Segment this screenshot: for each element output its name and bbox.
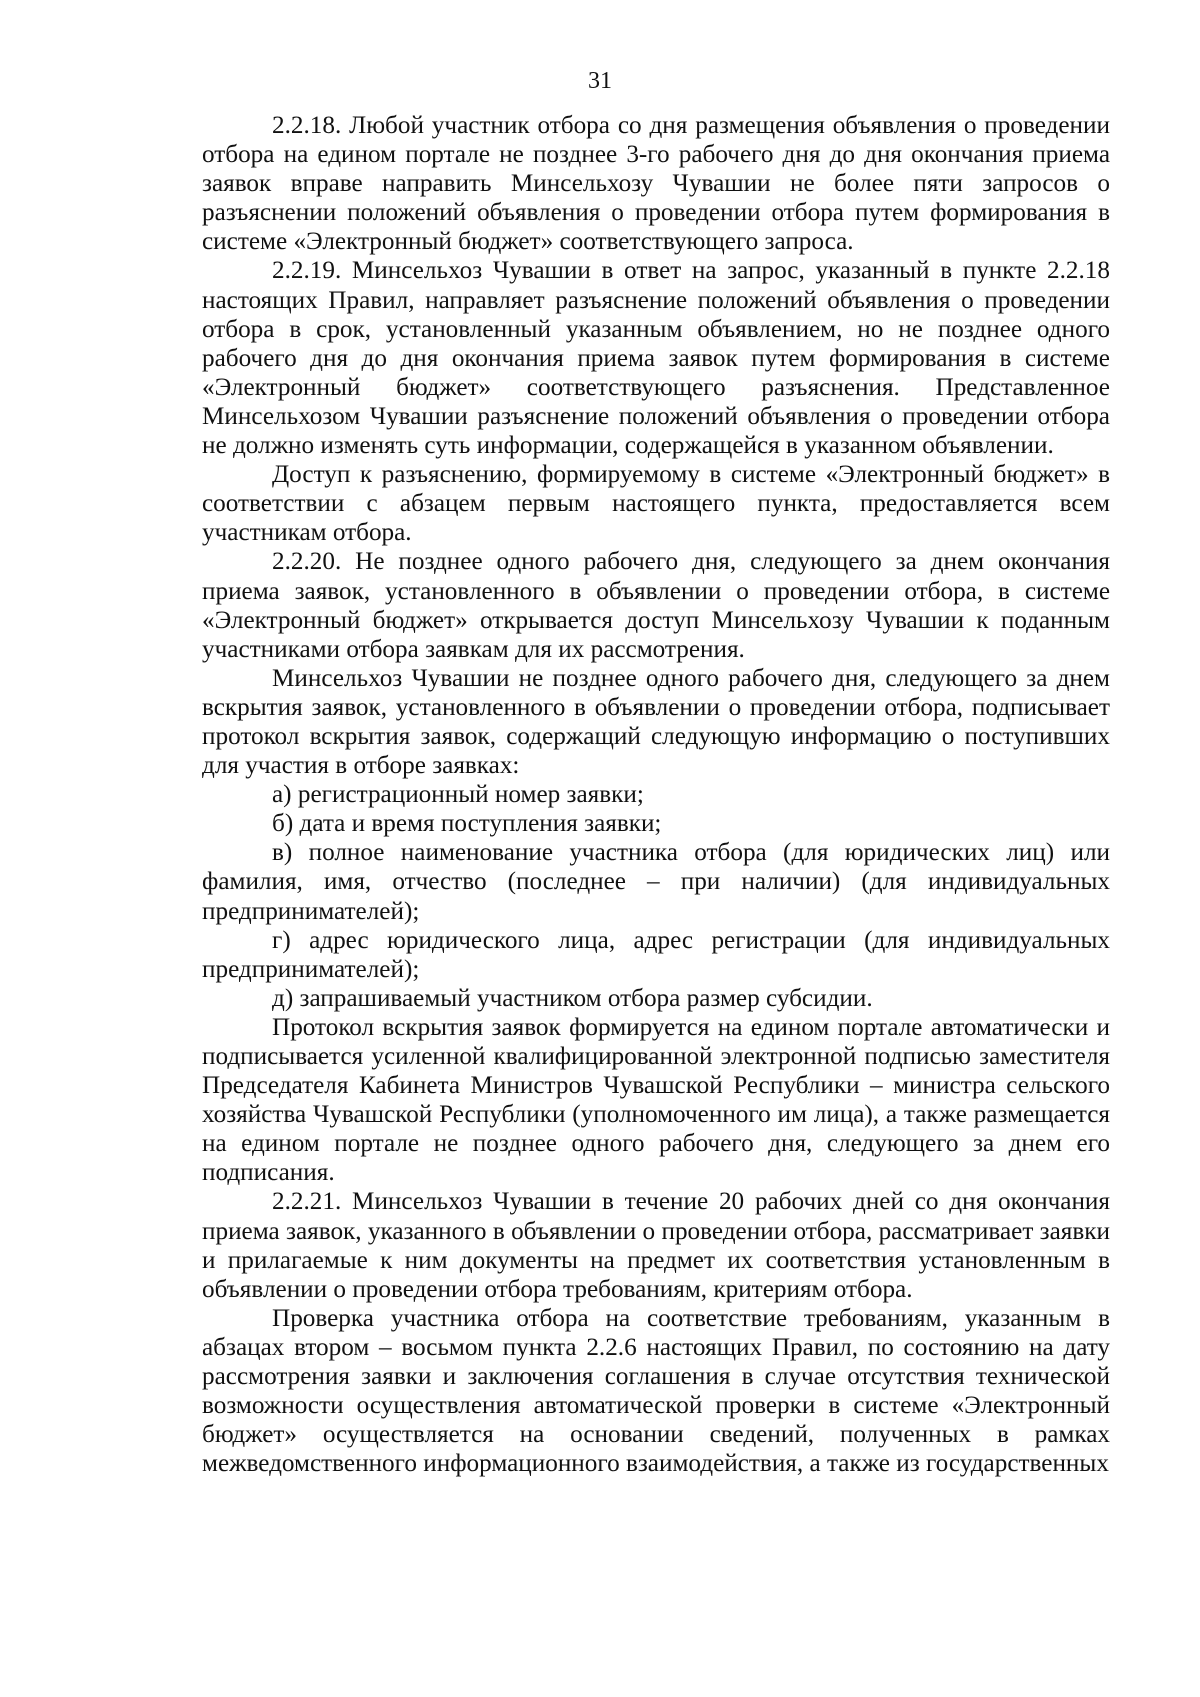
paragraph-participant-check: Проверка участника отбора на соответствие требованиям, указанным в абзацах втором – восьмом пункта 2.2.6 настоящих Правил, по состоянию на дату рассмотрения заявки и заключения соглашения в случае отсутствия технической возможности осуществления автоматической проверки в системе «Электронный бюджет» осуществляется на основании сведений, полученных в рамках межведомственного информационного взаимодействия, а также из государственных	[202, 1304, 1110, 1478]
paragraph-2-2-20: 2.2.20. Не позднее одного рабочего дня, следующего за днем окончания приема заявок, установленного в объявлении о проведении отбора, в системе «Электронный бюджет» открывается доступ Минсельхозу Чувашии к поданным участниками отбора заявкам для их рассмотрения.	[202, 548, 1110, 663]
document-body	[202, 111, 1110, 1478]
paragraph-protocol-intro: Минсельхоз Чувашии не позднее одного рабочего дня, следующего за днем вскрытия заявок, установленного в объявлении о проведении отбора, подписывает протокол вскрытия заявок, содержащий следующую информацию о поступивших для участия в отборе заявках:	[202, 664, 1110, 780]
paragraph-2-2-21: 2.2.21. Минсельхоз Чувашии в течение 20 рабочих дней со дня окончания приема заявок, указанного в объявлении о проведении отбора, рассматривает заявки и прилагаемые к ним документы на предмет их соответствия установленным в объявлении о проведении отбора требованиям, критериям отбора.	[202, 1188, 1110, 1303]
list-item-a: а) регистрационный номер заявки;	[272, 781, 644, 809]
list-item-b: б) дата и время поступления заявки;	[272, 810, 662, 838]
list-item-g: г) адрес юридического лица, адрес регистрации (для индивидуальных предпринимателей);	[202, 926, 1110, 983]
paragraph-access-clarification: Доступ к разъяснению, формируемому в системе «Электронный бюджет» в соответствии с абзацем первым настоящего пункта, предоставляется всем участникам отбора.	[202, 461, 1110, 547]
list-item-v: в) полное наименование участника отбора (для юридических лиц) или фамилия, имя, отчество (последнее – при наличии) (для индивидуальных предпринимателей);	[202, 839, 1110, 925]
paragraph-protocol-signing: Протокол вскрытия заявок формируется на едином портале автоматически и подписывается усиленной квалифицированной электронной подписью заместителя Председателя Кабинета Министров Чувашской Республики – министра сельского хозяйства Чувашской Республики (уполномоченного им лица), а также размещается на едином портале не позднее одного рабочего дня, следующего за днем его подписания.	[202, 1013, 1110, 1187]
page-number: 31	[588, 68, 612, 94]
paragraph-2-2-18: 2.2.18. Любой участник отбора со дня размещения объявления о проведении отбора на едином портале не позднее 3-го рабочего дня до дня окончания приема заявок вправе направить Минсельхозу Чувашии не более пяти запросов о разъяснении положений объявления о проведении отбора путем формирования в системе «Электронный бюджет» соответствующего запроса.	[202, 112, 1110, 256]
list-item-d: д) запрашиваемый участником отбора размер субсидии.	[272, 984, 873, 1012]
paragraph-2-2-19: 2.2.19. Минсельхоз Чувашии в ответ на запрос, указанный в пункте 2.2.18 настоящих Правил, направляет разъяснение положений объявления о проведении отбора в срок, установленный указанным объявлением, но не позднее одного рабочего дня до дня окончания приема заявок путем формирования в системе «Электронный бюджет» соответствующего разъяснения. Представленное Минсельхозом Чувашии разъяснение положений объявления о проведении отбора не должно изменять суть информации, содержащейся в указанном объявлении.	[202, 257, 1110, 460]
